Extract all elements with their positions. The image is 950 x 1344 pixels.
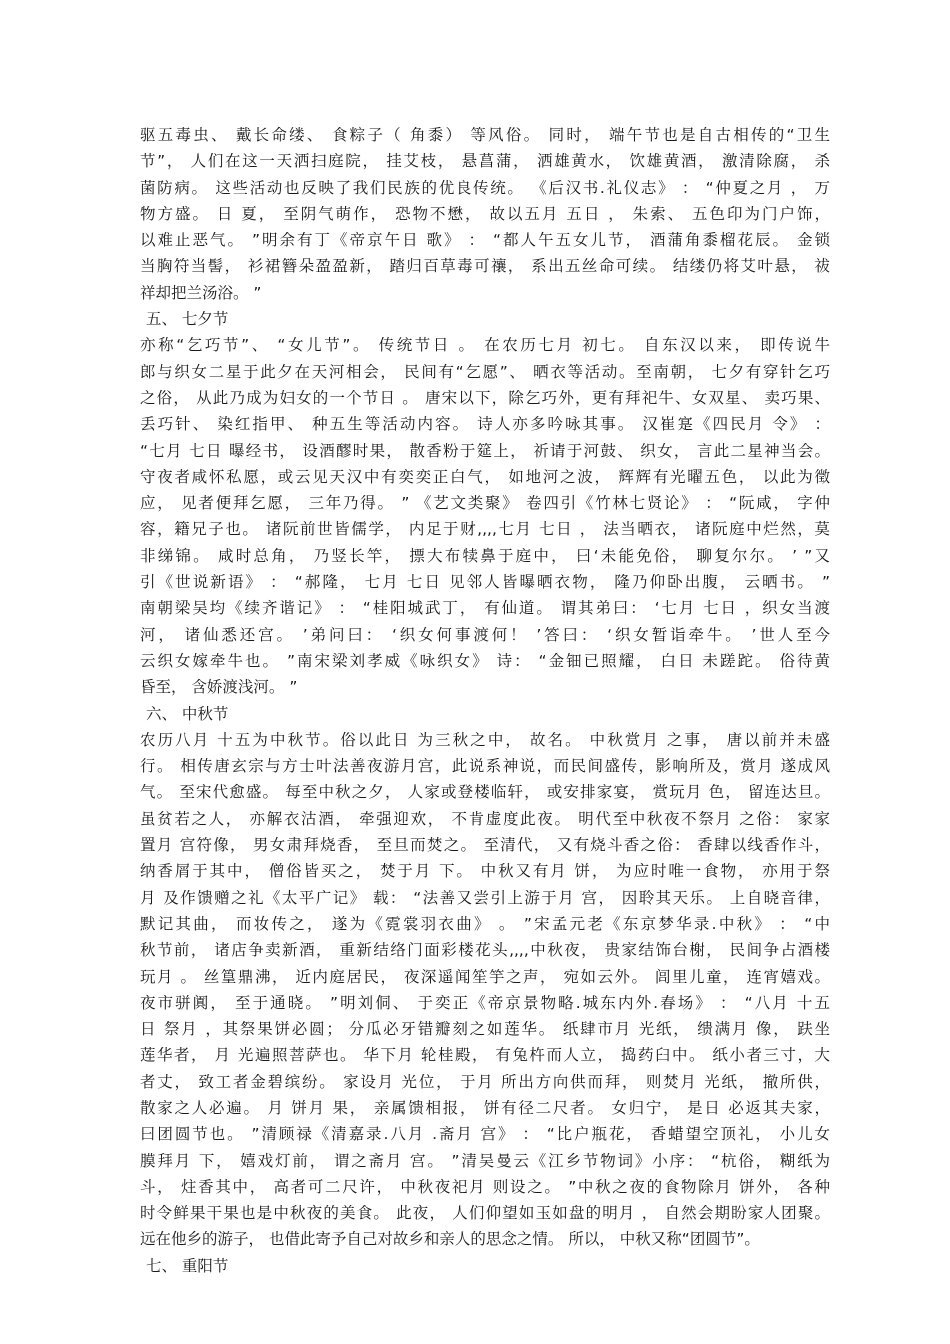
text-line: 者丈， 致工者金碧缤纷。 家设月 光位， 于月 所出方向供而拜， 则焚月 光纸， 撤所供， — [140, 1072, 830, 1091]
text-line: 祥却把兰汤浴。 ” — [140, 283, 262, 302]
text-line: 引《世说新语》 ： “郝隆， 七月 七日 见邻人皆曝晒衣物， 隆乃仰卧出腹， 云晒书。 ” — [140, 573, 830, 592]
section-heading: 五、 七夕节 — [146, 310, 229, 329]
text-line: 气。 至宋代愈盛。 每至中秋之夕， 人家或登楼临轩， 或安排家宴， 赏玩月 色， 留连达旦。 — [140, 783, 830, 802]
text-line: 夜市骈阗， 至于通晓。 ”明刘侗、 于奕正《帝京景物略.城东内外.春场》 ： “八月 十五 — [140, 993, 830, 1012]
section-3 — [140, 1253, 830, 1279]
text-line: 非绨锦。 咸时总角， 乃竖长竿， 摽大布犊鼻于庭中， 曰‘未能免俗， 聊复尔尔。 ’ ”又 — [140, 546, 830, 565]
text-line: 郎与织女二星于此夕在天河相会， 民间有“乞愿”、 晒衣等活动。至南朝， 七夕有穿针乞巧 — [140, 362, 830, 381]
text-line: 守夜者咸怀私愿，或云见天汉中有奕奕正白气， 如地河之波， 辉辉有光曜五色， 以此为徵 — [140, 467, 830, 486]
section-2 — [140, 701, 830, 1253]
text-line: 默记其曲， 而妆传之， 遂为《霓裳羽衣曲》 。 ”宋孟元老《东京梦华录.中秋》 ： “中 — [140, 914, 830, 933]
text-line: 农历八月 十五为中秋节。俗以此日 为三秋之中， 故名。 中秋赏月 之事， 唐以前并未盛 — [140, 730, 830, 749]
text-line: 置月 宫符像， 男女肃拜烧香， 至旦而焚之。 至清代， 又有烧斗香之俗： 香肆以线香作斗， — [140, 836, 830, 855]
text-line: 当胸符当髻， 衫裙簪朵盈盈新， 踏归百草毒可禳， 系出五丝命可续。 结缕仍将艾叶悬， 祓 — [140, 257, 830, 276]
text-line: 云织女嫁牵牛也。 ”南宋梁刘孝威《咏织女》 诗： “金钿已照耀， 白日 未蹉跎。 俗待黄 — [140, 651, 830, 670]
text-line: 秋节前， 诸店争卖新酒， 重新结络门面彩楼花头,,,,中秋夜， 贵家结饰台榭， 民间争占酒楼 — [140, 941, 830, 960]
document-body — [140, 122, 830, 1279]
text-line: 月 及作馈赠之礼《太平广记》 载： “法善又尝引上游于月 宫， 因聆其天乐。 上自晓音律， — [140, 888, 830, 907]
text-line: 丢巧针、 染红指甲、 种五生等活动内容。 诗人亦多吟咏其事。 汉崔寔《四民月 令》 ： — [140, 415, 830, 434]
text-line: 菌防病。 这些活动也反映了我们民族的优良传统。 《后汉书.礼仪志》 ： “仲夏之月 ， 万 — [140, 178, 830, 197]
text-line: 亦称“乞巧节”、 “女儿节”。 传统节日 。 在农历七月 初七。 自东汉以来， 即传说牛 — [140, 336, 830, 355]
text-line: 日 祭月 ，其祭果饼必圆； 分瓜必牙错瓣刻之如莲华。 纸肆市月 光纸， 缋满月 像， 趺坐 — [140, 1020, 830, 1039]
text-line: 莲华者， 月 光遍照菩萨也。 华下月 轮桂殿， 有兔杵而人立， 捣药臼中。 纸小者三寸，大 — [140, 1046, 830, 1065]
text-line: 之俗， 从此乃成为妇女的一个节日 。 唐宋以下，除乞巧外，更有拜祀牛、女双星、 卖巧果、 — [140, 388, 830, 407]
text-line: “七月 七日 曝经书， 设酒醪时果， 散香粉于筵上， 祈请于河鼓、 织女， 言此二星神当会。 — [140, 441, 830, 460]
text-line: 河， 诸仙悉还宫。 ’弟问曰： ‘织女何事渡何！ ’答曰： ‘织女暂诣牵牛。 ’世人至今 — [140, 625, 830, 644]
section-heading: 六、 中秋节 — [146, 704, 229, 723]
text-line: 应， 见者便拜乞愿， 三年乃得。 ” 《艺文类聚》 卷四引《竹林七贤论》 ： “阮咸， 字仲 — [140, 494, 830, 513]
section-1 — [140, 306, 830, 700]
section-0 — [140, 122, 830, 306]
text-line: 纳香屑于其中， 僧俗皆买之， 焚于月 下。 中秋又有月 饼， 为应时唯一食物， 亦用于祭 — [140, 862, 830, 881]
text-line: 散家之人必遍。 月 饼月 果， 亲属馈相报， 饼有径二尺者。 女归宁， 是日 必返其夫家， — [140, 1098, 830, 1117]
text-line: 南朝梁吴均《续齐谐记》 ： “桂阳城武丁， 有仙道。 谓其弟曰： ‘七月 七日 ，织女当渡 — [140, 599, 830, 618]
section-heading: 七、 重阳节 — [146, 1256, 229, 1275]
text-line: 曰团圆节也。 ”清顾禄《清嘉录.八月 .斋月 宫》 ： “比户瓶花， 香蜡望空顶礼， 小儿女 — [140, 1125, 830, 1144]
text-line: 驱五毒虫、 戴长命缕、 食粽子（ 角黍） 等风俗。 同时， 端午节也是自古相传的“卫生 — [140, 126, 830, 144]
text-line: 远在他乡的游子， 也借此寄予自己对故乡和亲人的思念之情。 所以， 中秋又称“团圆节”。 — [140, 1230, 760, 1249]
text-line: 时令鲜果干果也是中秋夜的美食。 此夜， 人们仰望如玉如盘的明月 ， 自然会期盼家人团聚。 — [140, 1204, 830, 1223]
text-line: 行。 相传唐玄宗与方士叶法善夜游月宫，此说系神说，而民间盛传，影响所及，赏月 遂成风 — [140, 757, 830, 776]
text-line: 昏至， 含娇渡浅河。 ” — [140, 678, 298, 697]
text-line: 玩月 。 丝篁鼎沸， 近内庭居民， 夜深遥闻笙竽之声， 宛如云外。 闾里儿童， 连宵嬉戏。 — [140, 967, 830, 986]
text-line: 容，籍兄子也。 诸阮前世皆儒学， 内足于财,,,,七月 七日 ， 法当晒衣， 诸阮庭中烂然，莫 — [140, 520, 830, 539]
text-line: 虽贫若之人， 亦解衣沽酒， 牵强迎欢， 不肯虚度此夜。 明代至中秋夜不祭月 之俗： 家家 — [140, 809, 830, 828]
text-line: 斗， 炷香其中， 高者可二尺许， 中秋夜祀月 则设之。 ”中秋之夜的食物除月 饼外， 各种 — [140, 1177, 830, 1196]
text-line: 节”， 人们在这一天洒扫庭院， 挂艾枝， 悬菖蒲， 洒雄黄水， 饮雄黄酒， 激清除腐， 杀 — [140, 152, 830, 171]
text-line: 膜拜月 下， 嬉戏灯前， 谓之斋月 宫。 ”清吴曼云《江乡节物词》小序： “杭俗， 糊纸为 — [140, 1151, 830, 1170]
text-line: 以难止恶气。 ”明余有丁《帝京午日 歌》 ： “都人午五女儿节， 酒蒲角黍榴花辰。 金锁 — [140, 231, 830, 250]
text-line: 物方盛。 日 夏， 至阴气萌作， 恐物不懋， 故以五月 五日 ， 朱索、 五色印为门户饰， — [140, 204, 830, 223]
